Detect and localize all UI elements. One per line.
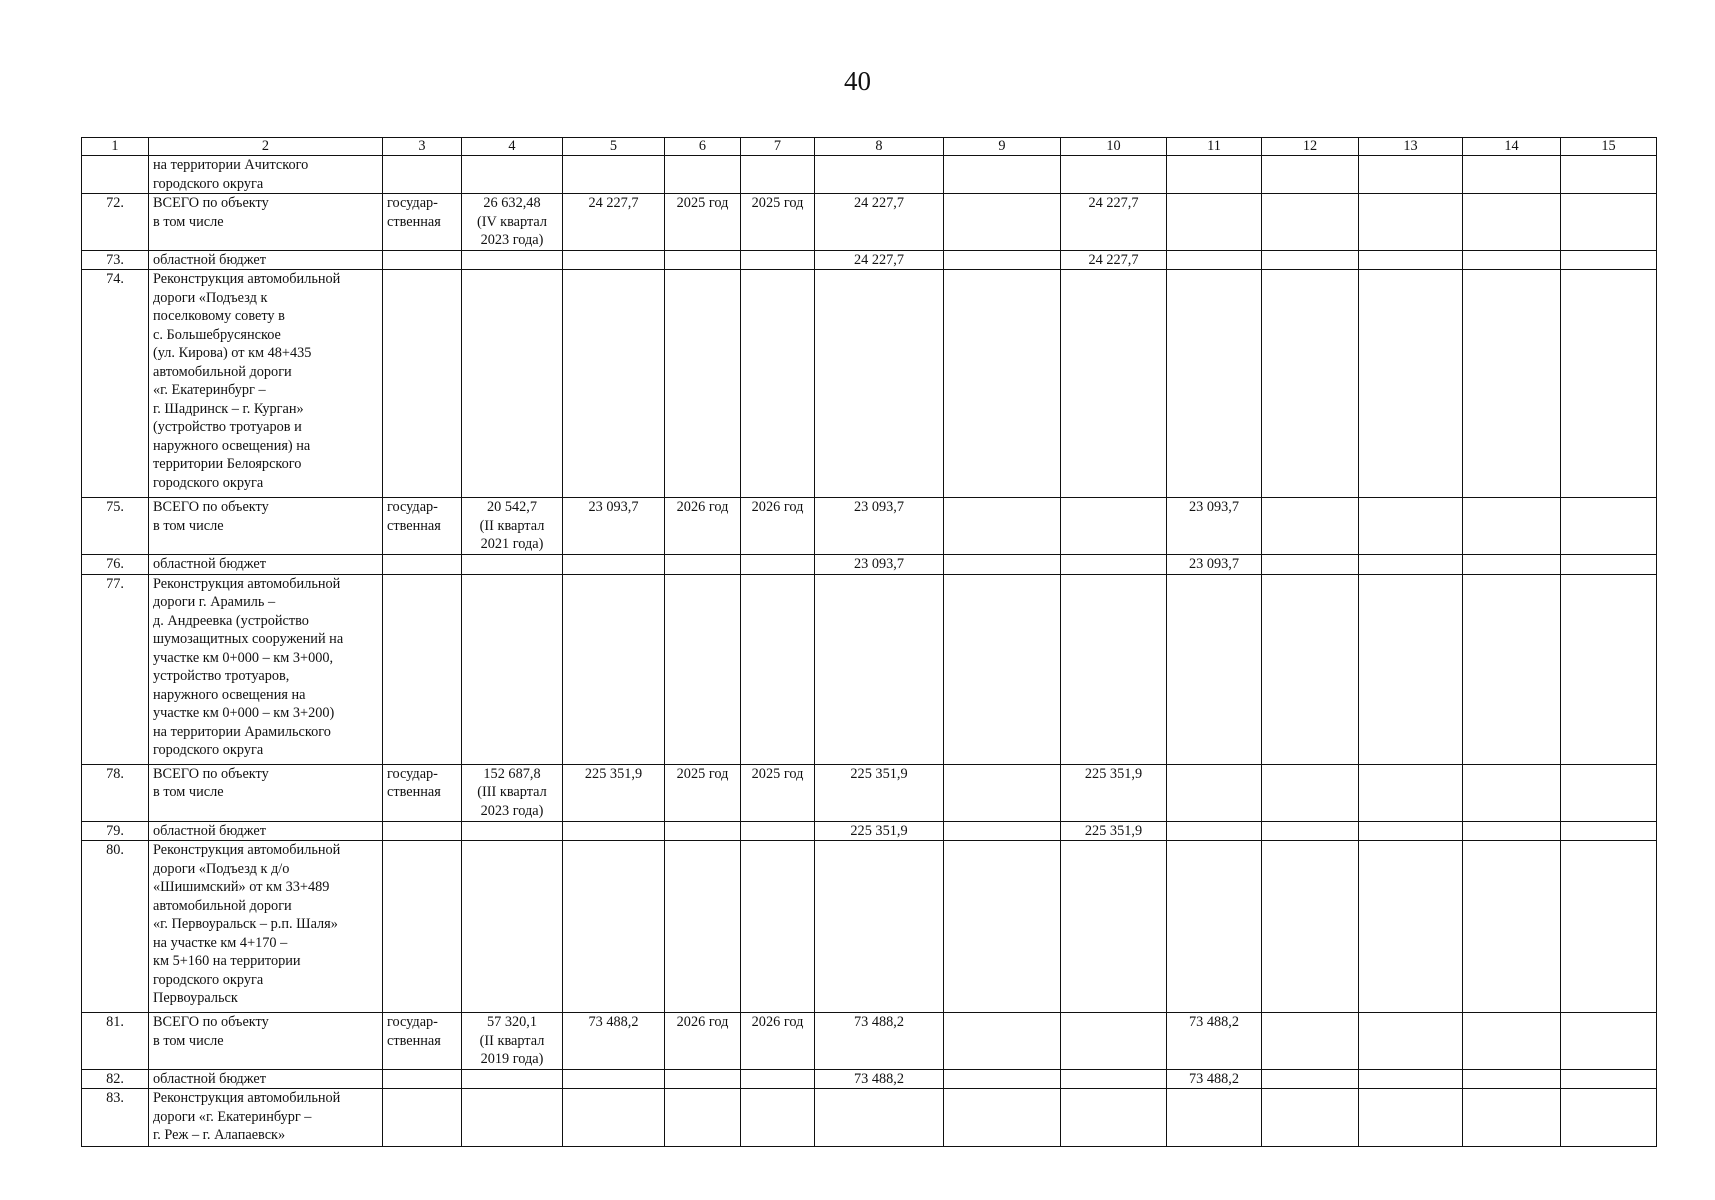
cell-col-2 <box>149 498 383 555</box>
column-number-row <box>82 138 1657 156</box>
cell-col-1: 83. <box>82 1089 149 1147</box>
cell-col-8 <box>815 270 944 498</box>
cell-line: (II квартал <box>479 517 545 534</box>
cell-col-5: 73 488,2 <box>563 1013 665 1070</box>
column-header: 6 <box>665 138 741 156</box>
cell-col-13 <box>1359 156 1463 194</box>
table-row <box>82 270 1657 498</box>
cell-col-4 <box>462 156 563 194</box>
cell-col-10 <box>1061 156 1167 194</box>
cell-line: 152 687,8 <box>483 765 541 782</box>
cell-col-3 <box>383 156 462 194</box>
cell-line: ВСЕГО по объекту <box>153 499 269 515</box>
cell-col-5: 225 351,9 <box>563 764 665 821</box>
column-header: 13 <box>1359 138 1463 156</box>
cell-col-14 <box>1463 156 1561 194</box>
cell-col-10 <box>1061 1069 1167 1089</box>
cell-col-10 <box>1061 1013 1167 1070</box>
cell-col-3 <box>383 1089 462 1147</box>
table-row <box>82 250 1657 270</box>
cell-col-6 <box>665 156 741 194</box>
cell-col-10: 24 227,7 <box>1061 250 1167 270</box>
cell-col-4 <box>462 1089 563 1147</box>
table-row <box>82 1089 1657 1147</box>
cell-col-9 <box>944 1069 1061 1089</box>
cell-col-2 <box>149 250 383 270</box>
table-row <box>82 156 1657 194</box>
cell-col-8: 24 227,7 <box>815 194 944 251</box>
cell-col-4 <box>462 1069 563 1089</box>
cell-col-6: 2026 год <box>665 498 741 555</box>
cell-col-6: 2025 год <box>665 194 741 251</box>
cell-col-3 <box>383 574 462 764</box>
cell-line: (II квартал <box>479 1032 545 1049</box>
cell-line: областной бюджет <box>153 1070 266 1087</box>
cell-col-8: 73 488,2 <box>815 1013 944 1070</box>
cell-col-15 <box>1561 1089 1657 1147</box>
cell-col-9 <box>944 250 1061 270</box>
cell-col-13 <box>1359 841 1463 1013</box>
column-header: 3 <box>383 138 462 156</box>
column-header: 4 <box>462 138 563 156</box>
cell-col-10 <box>1061 555 1167 575</box>
table-row <box>82 498 1657 555</box>
cell-line: дороги «Подъезд к д/о <box>153 860 290 877</box>
cell-col-8: 73 488,2 <box>815 1069 944 1089</box>
cell-col-11: 23 093,7 <box>1167 498 1262 555</box>
cell-line: областной бюджет <box>153 556 266 572</box>
cell-col-6 <box>665 270 741 498</box>
cell-col-8: 23 093,7 <box>815 498 944 555</box>
cell-col-5 <box>563 821 665 841</box>
cell-line: городского округа <box>153 742 264 758</box>
cell-line: ственная <box>387 1032 441 1049</box>
cell-col-9 <box>944 1013 1061 1070</box>
cell-line: Реконструкция автомобильной <box>153 842 341 858</box>
cell-line: Реконструкция автомобильной <box>153 271 341 287</box>
column-header: 15 <box>1561 138 1657 156</box>
cell-col-4 <box>462 574 563 764</box>
cell-col-12 <box>1262 1013 1359 1070</box>
cell-line: государ- <box>387 765 438 782</box>
cell-col-14 <box>1463 250 1561 270</box>
cell-line: наружного освещения) на <box>153 437 311 454</box>
cell-col-5: 24 227,7 <box>563 194 665 251</box>
cell-line: ственная <box>387 213 441 230</box>
cell-line: Реконструкция автомобильной <box>153 1090 341 1106</box>
cell-line: 2021 года) <box>480 536 544 552</box>
cell-line: автомобильной дороги <box>153 363 292 380</box>
cell-col-1: 77. <box>82 574 149 764</box>
cell-line: в том числе <box>153 1032 224 1049</box>
cell-col-11 <box>1167 1089 1262 1147</box>
table-row <box>82 194 1657 251</box>
cell-col-11 <box>1167 574 1262 764</box>
cell-col-2 <box>149 821 383 841</box>
cell-line: государ- <box>387 499 438 515</box>
cell-col-14 <box>1463 1069 1561 1089</box>
cell-col-11 <box>1167 764 1262 821</box>
cell-col-1: 75. <box>82 498 149 555</box>
cell-col-6 <box>665 555 741 575</box>
cell-col-7 <box>741 250 815 270</box>
cell-col-7 <box>741 270 815 498</box>
cell-col-5 <box>563 574 665 764</box>
cell-col-3 <box>383 764 462 821</box>
cell-col-1: 74. <box>82 270 149 498</box>
cell-line: 20 542,7 <box>486 499 538 515</box>
cell-line: городского округа <box>153 971 264 988</box>
cell-col-3 <box>383 498 462 555</box>
cell-col-7 <box>741 841 815 1013</box>
cell-col-7 <box>741 821 815 841</box>
cell-col-11 <box>1167 821 1262 841</box>
cell-col-7: 2026 год <box>741 1013 815 1070</box>
cell-col-15 <box>1561 498 1657 555</box>
cell-col-6 <box>665 574 741 764</box>
cell-col-2 <box>149 555 383 575</box>
cell-col-15 <box>1561 250 1657 270</box>
cell-col-6: 2025 год <box>665 764 741 821</box>
cell-col-8 <box>815 1089 944 1147</box>
cell-col-12 <box>1262 555 1359 575</box>
cell-col-4 <box>462 841 563 1013</box>
cell-col-7: 2025 год <box>741 764 815 821</box>
cell-line: д. Андреевка (устройство <box>153 612 309 629</box>
cell-col-11 <box>1167 270 1262 498</box>
cell-col-13 <box>1359 1013 1463 1070</box>
cell-col-12 <box>1262 1069 1359 1089</box>
column-header: 10 <box>1061 138 1167 156</box>
cell-col-5 <box>563 1069 665 1089</box>
cell-col-11: 23 093,7 <box>1167 555 1262 575</box>
cell-col-7 <box>741 555 815 575</box>
cell-line: (ул. Кирова) от км 48+435 <box>153 345 312 361</box>
cell-line: Первоуральск <box>153 990 238 1006</box>
cell-col-15 <box>1561 764 1657 821</box>
cell-col-3 <box>383 555 462 575</box>
cell-col-7 <box>741 1089 815 1147</box>
cell-col-10 <box>1061 841 1167 1013</box>
cell-col-8 <box>815 574 944 764</box>
cell-col-15 <box>1561 555 1657 575</box>
cell-col-11 <box>1167 194 1262 251</box>
column-header: 5 <box>563 138 665 156</box>
table-row <box>82 1069 1657 1089</box>
cell-col-12 <box>1262 156 1359 194</box>
column-header: 12 <box>1262 138 1359 156</box>
cell-col-3 <box>383 1069 462 1089</box>
cell-col-14 <box>1463 574 1561 764</box>
cell-col-13 <box>1359 1089 1463 1147</box>
cell-col-1: 76. <box>82 555 149 575</box>
cell-col-8 <box>815 156 944 194</box>
cell-col-12 <box>1262 498 1359 555</box>
cell-line: государ- <box>387 1014 438 1030</box>
cell-col-15 <box>1561 1069 1657 1089</box>
cell-col-1: 80. <box>82 841 149 1013</box>
cell-line: ВСЕГО по объекту <box>153 195 269 211</box>
cell-col-13 <box>1359 498 1463 555</box>
cell-col-9 <box>944 821 1061 841</box>
cell-col-9 <box>944 194 1061 251</box>
cell-line: участке км 0+000 – км 3+200) <box>153 705 335 721</box>
cell-col-12 <box>1262 270 1359 498</box>
cell-col-2 <box>149 1069 383 1089</box>
cell-col-9 <box>944 1089 1061 1147</box>
column-header: 11 <box>1167 138 1262 156</box>
cell-col-10: 225 351,9 <box>1061 764 1167 821</box>
cell-line: наружного освещения на <box>153 686 306 703</box>
cell-col-14 <box>1463 1013 1561 1070</box>
cell-line: на территории Ачитского <box>153 157 309 173</box>
cell-col-2 <box>149 574 383 764</box>
objects-table <box>81 137 1657 1147</box>
cell-col-10: 225 351,9 <box>1061 821 1167 841</box>
cell-col-7: 2026 год <box>741 498 815 555</box>
cell-col-2 <box>149 156 383 194</box>
cell-line: «Шишимский» от км 33+489 <box>153 879 330 895</box>
cell-col-6: 2026 год <box>665 1013 741 1070</box>
cell-col-4 <box>462 270 563 498</box>
cell-col-6 <box>665 1089 741 1147</box>
cell-col-2 <box>149 270 383 498</box>
cell-col-12 <box>1262 821 1359 841</box>
cell-line: в том числе <box>153 213 224 230</box>
cell-col-4 <box>462 1013 563 1070</box>
cell-col-1: 72. <box>82 194 149 251</box>
cell-col-9 <box>944 555 1061 575</box>
cell-line: 26 632,48 <box>483 195 541 211</box>
cell-col-12 <box>1262 1089 1359 1147</box>
cell-col-4 <box>462 555 563 575</box>
cell-col-9 <box>944 764 1061 821</box>
cell-col-12 <box>1262 841 1359 1013</box>
cell-line: поселковому совету в <box>153 308 285 324</box>
cell-line: шумозащитных сооружений на <box>153 631 344 647</box>
cell-col-8 <box>815 841 944 1013</box>
cell-col-4 <box>462 194 563 251</box>
cell-col-11 <box>1167 156 1262 194</box>
table-row <box>82 574 1657 764</box>
cell-line: «г. Первоуральск – р.п. Шаля» <box>153 916 338 932</box>
cell-col-13 <box>1359 194 1463 251</box>
cell-line: автомобильной дороги <box>153 897 292 914</box>
cell-col-14 <box>1463 821 1561 841</box>
cell-line: 2019 года) <box>480 1051 544 1067</box>
cell-col-9 <box>944 841 1061 1013</box>
cell-col-4 <box>462 764 563 821</box>
cell-col-13 <box>1359 821 1463 841</box>
cell-line: с. Большебрусянское <box>153 326 281 343</box>
cell-col-7 <box>741 574 815 764</box>
cell-col-8: 225 351,9 <box>815 764 944 821</box>
table-row <box>82 821 1657 841</box>
cell-line: государ- <box>387 195 438 211</box>
cell-col-2 <box>149 194 383 251</box>
cell-line: км 5+160 на территории <box>153 953 301 969</box>
cell-col-15 <box>1561 574 1657 764</box>
cell-col-14 <box>1463 498 1561 555</box>
cell-line: в том числе <box>153 517 224 534</box>
cell-line: устройство тротуаров, <box>153 668 290 684</box>
cell-col-8: 24 227,7 <box>815 250 944 270</box>
cell-col-10 <box>1061 1089 1167 1147</box>
column-header: 2 <box>149 138 383 156</box>
cell-col-2 <box>149 764 383 821</box>
cell-col-5 <box>563 156 665 194</box>
cell-line: 57 320,1 <box>486 1014 538 1030</box>
cell-col-15 <box>1561 841 1657 1013</box>
cell-line: дороги г. Арамиль – <box>153 594 276 610</box>
cell-col-3 <box>383 841 462 1013</box>
cell-col-11 <box>1167 841 1262 1013</box>
cell-line: (IV квартал <box>476 213 547 230</box>
cell-col-9 <box>944 574 1061 764</box>
cell-col-9 <box>944 498 1061 555</box>
cell-col-7 <box>741 1069 815 1089</box>
cell-col-13 <box>1359 270 1463 498</box>
cell-col-6 <box>665 841 741 1013</box>
cell-col-4 <box>462 821 563 841</box>
cell-col-11 <box>1167 250 1262 270</box>
cell-line: 2023 года) <box>480 232 544 248</box>
cell-col-14 <box>1463 555 1561 575</box>
cell-col-11: 73 488,2 <box>1167 1013 1262 1070</box>
cell-col-1 <box>82 156 149 194</box>
column-header: 1 <box>82 138 149 156</box>
cell-col-11: 73 488,2 <box>1167 1069 1262 1089</box>
cell-line: ВСЕГО по объекту <box>153 765 269 782</box>
cell-col-10 <box>1061 574 1167 764</box>
cell-col-2 <box>149 841 383 1013</box>
cell-col-1: 78. <box>82 764 149 821</box>
cell-line: (III квартал <box>477 784 547 800</box>
cell-col-14 <box>1463 764 1561 821</box>
cell-col-15 <box>1561 194 1657 251</box>
cell-col-14 <box>1463 841 1561 1013</box>
cell-line: дороги «г. Екатеринбург – <box>153 1108 312 1125</box>
cell-col-2 <box>149 1013 383 1070</box>
cell-line: дороги «Подъезд к <box>153 289 268 306</box>
cell-col-1: 81. <box>82 1013 149 1070</box>
cell-line: г. Шадринск – г. Курган» <box>153 400 304 417</box>
cell-line: г. Реж – г. Алапаевск» <box>153 1127 286 1143</box>
cell-col-14 <box>1463 270 1561 498</box>
cell-col-12 <box>1262 194 1359 251</box>
cell-col-4 <box>462 250 563 270</box>
cell-col-8: 23 093,7 <box>815 555 944 575</box>
cell-col-15 <box>1561 821 1657 841</box>
cell-col-7: 2025 год <box>741 194 815 251</box>
cell-col-14 <box>1463 194 1561 251</box>
cell-col-1: 73. <box>82 250 149 270</box>
table-row <box>82 764 1657 821</box>
column-header: 14 <box>1463 138 1561 156</box>
cell-col-3 <box>383 821 462 841</box>
cell-col-12 <box>1262 574 1359 764</box>
column-header: 7 <box>741 138 815 156</box>
cell-col-9 <box>944 156 1061 194</box>
cell-col-5 <box>563 270 665 498</box>
cell-col-2 <box>149 1089 383 1147</box>
cell-col-1: 79. <box>82 821 149 841</box>
cell-line: «г. Екатеринбург – <box>153 382 266 398</box>
cell-col-13 <box>1359 250 1463 270</box>
cell-line: городского округа <box>153 474 264 491</box>
cell-line: участке км 0+000 – км 3+000, <box>153 649 334 666</box>
cell-col-6 <box>665 250 741 270</box>
cell-line: городского округа <box>153 175 264 192</box>
cell-line: Реконструкция автомобильной <box>153 575 341 592</box>
cell-col-15 <box>1561 1013 1657 1070</box>
cell-line: (устройство тротуаров и <box>153 419 302 435</box>
cell-line: ственная <box>387 784 441 800</box>
cell-col-5 <box>563 250 665 270</box>
page-number: 40 <box>844 66 871 96</box>
cell-col-15 <box>1561 156 1657 194</box>
cell-col-6 <box>665 821 741 841</box>
cell-col-6 <box>665 1069 741 1089</box>
cell-col-14 <box>1463 1089 1561 1147</box>
cell-col-13 <box>1359 764 1463 821</box>
cell-col-4 <box>462 498 563 555</box>
table-row <box>82 555 1657 575</box>
cell-col-9 <box>944 270 1061 498</box>
cell-col-12 <box>1262 764 1359 821</box>
cell-line: ВСЕГО по объекту <box>153 1014 269 1030</box>
cell-col-3 <box>383 270 462 498</box>
cell-line: областной бюджет <box>153 822 266 839</box>
cell-col-5 <box>563 841 665 1013</box>
column-header: 8 <box>815 138 944 156</box>
cell-line: 2023 года) <box>480 802 544 819</box>
cell-line: территории Белоярского <box>153 456 302 472</box>
cell-col-3 <box>383 250 462 270</box>
cell-col-15 <box>1561 270 1657 498</box>
cell-line: в том числе <box>153 784 224 800</box>
cell-line: на участке км 4+170 – <box>153 934 288 951</box>
cell-col-3 <box>383 194 462 251</box>
table-row <box>82 841 1657 1013</box>
cell-col-10: 24 227,7 <box>1061 194 1167 251</box>
cell-col-3 <box>383 1013 462 1070</box>
cell-col-5: 23 093,7 <box>563 498 665 555</box>
cell-line: областной бюджет <box>153 251 266 268</box>
cell-col-10 <box>1061 498 1167 555</box>
cell-col-10 <box>1061 270 1167 498</box>
table-row <box>82 1013 1657 1070</box>
cell-col-12 <box>1262 250 1359 270</box>
cell-col-5 <box>563 1089 665 1147</box>
cell-line: на территории Арамильского <box>153 723 331 740</box>
cell-col-13 <box>1359 574 1463 764</box>
column-header: 9 <box>944 138 1061 156</box>
cell-col-7 <box>741 156 815 194</box>
cell-col-13 <box>1359 1069 1463 1089</box>
cell-col-13 <box>1359 555 1463 575</box>
cell-line: ственная <box>387 517 441 534</box>
cell-col-8: 225 351,9 <box>815 821 944 841</box>
cell-col-5 <box>563 555 665 575</box>
cell-col-1: 82. <box>82 1069 149 1089</box>
